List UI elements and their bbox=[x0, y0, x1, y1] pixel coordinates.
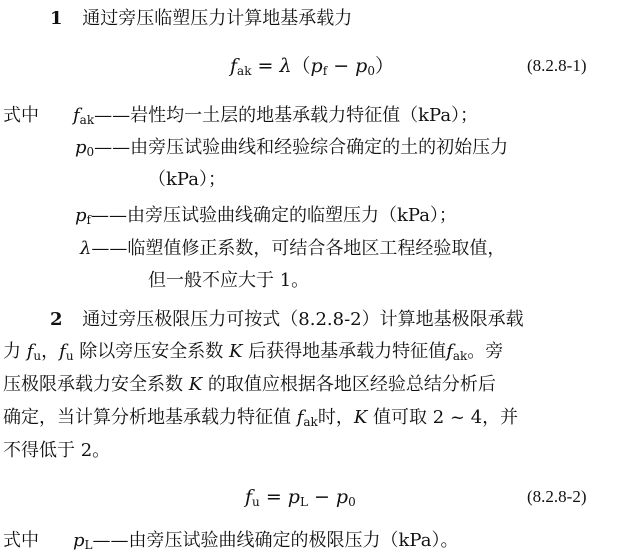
equation-8-2-8-1 bbox=[230, 51, 394, 81]
lambda-symbol: λ bbox=[80, 238, 92, 259]
definition-pL bbox=[3, 526, 458, 556]
f-symbol: f bbox=[73, 105, 80, 126]
where-label: 式中 bbox=[3, 530, 39, 551]
heading-text: 通过旁压临塑压力计算地基承载力 bbox=[82, 8, 353, 29]
subscript: ak bbox=[79, 113, 95, 127]
paragraph-text: 。旁 bbox=[467, 341, 504, 362]
lambda-symbol: λ bbox=[279, 55, 292, 77]
subscript: f bbox=[86, 213, 91, 227]
paragraph-text: 的取值应根据各地区经验总结分析后 bbox=[202, 374, 496, 395]
paragraph-text: 除以旁压安全系数 bbox=[73, 341, 229, 362]
f-symbol: f bbox=[26, 341, 34, 362]
subscript: 0 bbox=[367, 64, 375, 78]
definition-text: ——由旁压试验曲线确定的临塑压力（kPa）； bbox=[90, 205, 457, 226]
definition-lambda-cont: 但一般不应大于 1。 bbox=[148, 270, 310, 291]
paragraph-text: 时， bbox=[317, 407, 354, 428]
p-symbol: p bbox=[335, 486, 349, 508]
paragraph-text: 力 bbox=[3, 341, 27, 362]
subscript: L bbox=[299, 495, 308, 509]
subscript: u bbox=[252, 495, 260, 509]
definition-lambda bbox=[80, 234, 505, 264]
definition-text: ——由旁压试验曲线和经验综合确定的土的初始压力 bbox=[94, 137, 509, 158]
definition-p0 bbox=[75, 133, 508, 163]
p-symbol: p bbox=[73, 530, 85, 551]
paragraph-text: ， bbox=[41, 341, 60, 362]
p-symbol: p bbox=[310, 55, 323, 77]
minus-sign: − bbox=[307, 486, 336, 508]
item-2-line-1 bbox=[50, 305, 524, 335]
item-number: 2 bbox=[50, 309, 63, 330]
k-symbol: K bbox=[229, 341, 243, 362]
item-1-heading bbox=[50, 4, 352, 34]
definition-text: ——岩性均一土层的地基承载力特征值（kPa）； bbox=[94, 105, 479, 126]
p-symbol: p bbox=[75, 137, 87, 158]
equation-8-2-8-2 bbox=[245, 482, 356, 512]
subscript: 0 bbox=[86, 145, 95, 159]
where-label: 式中 bbox=[3, 105, 39, 126]
p-symbol: p bbox=[75, 205, 87, 226]
f-symbol: f bbox=[446, 341, 453, 362]
paragraph-text: 值可取 2 ~ 4，并 bbox=[367, 407, 519, 428]
item-2-line-2 bbox=[3, 337, 503, 367]
definition-p0-cont: （kPa）； bbox=[148, 169, 226, 190]
p-symbol: p bbox=[355, 55, 368, 77]
equation-number: (8.2.8-2) bbox=[527, 487, 587, 506]
definition-text: ——临塑值修正系数，可结合各地区工程经验取值， bbox=[91, 238, 506, 259]
paragraph-text: 确定，当计算分析地基承载力特征值 bbox=[3, 407, 297, 428]
paragraph-text: 后获得地基承载力特征值 bbox=[242, 341, 447, 362]
subscript: ak bbox=[237, 64, 252, 78]
f-symbol: f bbox=[59, 341, 66, 362]
open-paren: （ bbox=[291, 55, 311, 77]
item-2-line-5: 不得低于 2。 bbox=[3, 440, 111, 461]
equals-sign: = bbox=[251, 55, 280, 77]
subscript: L bbox=[84, 538, 93, 552]
definition-text: ——由旁压试验曲线确定的极限压力（kPa）。 bbox=[92, 530, 459, 551]
equation-number: (8.2.8-1) bbox=[527, 56, 587, 75]
close-paren: ） bbox=[374, 55, 394, 77]
subscript: ak bbox=[452, 349, 468, 363]
item-2-line-3 bbox=[3, 370, 496, 400]
item-number: 1 bbox=[50, 8, 63, 29]
paragraph-text: 压极限承载力安全系数 bbox=[3, 374, 189, 395]
f-symbol: f bbox=[245, 486, 253, 508]
definition-pf bbox=[75, 201, 457, 231]
k-symbol: K bbox=[188, 374, 203, 395]
p-symbol: p bbox=[287, 486, 300, 508]
minus-sign: − bbox=[327, 55, 356, 77]
subscript: f bbox=[322, 64, 328, 78]
subscript: ak bbox=[303, 415, 318, 429]
subscript: 0 bbox=[348, 495, 356, 509]
equals-sign: = bbox=[259, 486, 288, 508]
f-symbol: f bbox=[296, 407, 304, 428]
definition-fak bbox=[3, 101, 478, 131]
k-symbol: K bbox=[353, 407, 368, 428]
f-symbol: f bbox=[230, 55, 238, 77]
paragraph-text: 通过旁压极限压力可按式（8.2.8-2）计算地基极限承载 bbox=[82, 309, 524, 330]
subscript: u bbox=[33, 349, 42, 363]
item-2-line-4 bbox=[3, 403, 518, 433]
subscript: u bbox=[65, 349, 74, 363]
